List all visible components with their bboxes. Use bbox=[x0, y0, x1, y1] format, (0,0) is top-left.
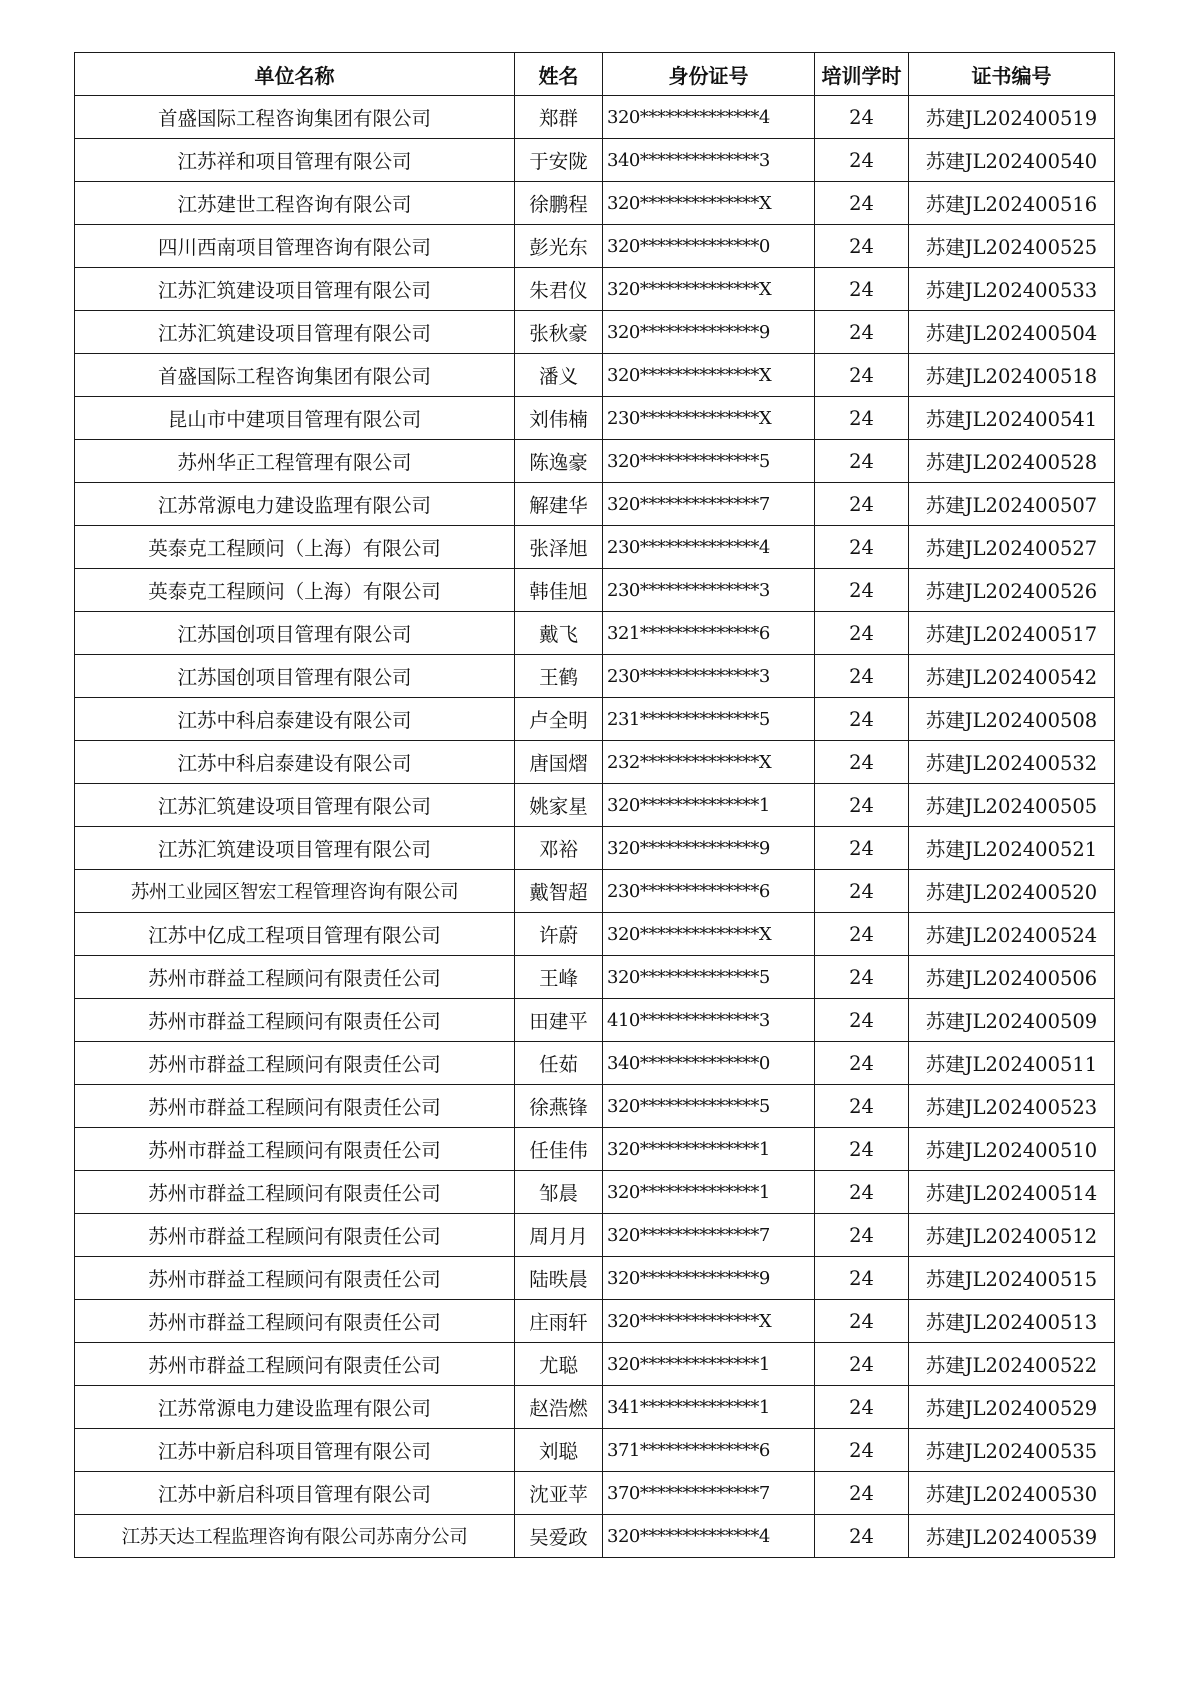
cell-id-number: 320**************7 bbox=[603, 1214, 815, 1257]
cell-id-number: 320**************1 bbox=[603, 1343, 815, 1386]
header-cert: 证书编号 bbox=[909, 53, 1115, 96]
table-row bbox=[75, 1429, 1115, 1472]
table-row bbox=[75, 569, 1115, 612]
cell-certificate-number: 苏建JL202400511 bbox=[909, 1042, 1115, 1085]
cell-name: 戴飞 bbox=[515, 612, 603, 655]
table-row bbox=[75, 999, 1115, 1042]
cell-certificate-number: 苏建JL202400522 bbox=[909, 1343, 1115, 1386]
table-body bbox=[75, 96, 1115, 1558]
cell-certificate-number: 苏建JL202400524 bbox=[909, 913, 1115, 956]
cell-unit: 江苏天达工程监理咨询有限公司苏南分公司 bbox=[75, 1515, 515, 1558]
table-row bbox=[75, 1085, 1115, 1128]
header-name: 姓名 bbox=[515, 53, 603, 96]
cell-id-number: 320**************5 bbox=[603, 1085, 815, 1128]
cell-certificate-number: 苏建JL202400532 bbox=[909, 741, 1115, 784]
cell-unit: 英泰克工程顾问（上海）有限公司 bbox=[75, 569, 515, 612]
cell-training-hours: 24 bbox=[815, 1257, 909, 1300]
cell-training-hours: 24 bbox=[815, 569, 909, 612]
cell-unit: 江苏常源电力建设监理有限公司 bbox=[75, 483, 515, 526]
cell-unit: 江苏汇筑建设项目管理有限公司 bbox=[75, 311, 515, 354]
cell-unit: 江苏祥和项目管理有限公司 bbox=[75, 139, 515, 182]
cell-unit: 首盛国际工程咨询集团有限公司 bbox=[75, 96, 515, 139]
cell-name: 张秋豪 bbox=[515, 311, 603, 354]
cell-training-hours: 24 bbox=[815, 612, 909, 655]
cell-certificate-number: 苏建JL202400518 bbox=[909, 354, 1115, 397]
table-row bbox=[75, 397, 1115, 440]
cell-training-hours: 24 bbox=[815, 655, 909, 698]
cell-unit: 苏州市群益工程顾问有限责任公司 bbox=[75, 1214, 515, 1257]
cell-certificate-number: 苏建JL202400505 bbox=[909, 784, 1115, 827]
cell-id-number: 320**************1 bbox=[603, 1171, 815, 1214]
table-row bbox=[75, 655, 1115, 698]
cell-unit: 苏州市群益工程顾问有限责任公司 bbox=[75, 1257, 515, 1300]
cell-name: 徐燕锋 bbox=[515, 1085, 603, 1128]
cell-unit: 苏州市群益工程顾问有限责任公司 bbox=[75, 999, 515, 1042]
cell-training-hours: 24 bbox=[815, 96, 909, 139]
cell-certificate-number: 苏建JL202400523 bbox=[909, 1085, 1115, 1128]
cell-id-number: 341**************1 bbox=[603, 1386, 815, 1429]
cell-id-number: 320**************X bbox=[603, 182, 815, 225]
cell-id-number: 230**************4 bbox=[603, 526, 815, 569]
cell-training-hours: 24 bbox=[815, 1214, 909, 1257]
cell-unit: 江苏中新启科项目管理有限公司 bbox=[75, 1472, 515, 1515]
cell-id-number: 320**************1 bbox=[603, 784, 815, 827]
table-header bbox=[75, 53, 1115, 96]
cell-training-hours: 24 bbox=[815, 1429, 909, 1472]
cell-unit: 首盛国际工程咨询集团有限公司 bbox=[75, 354, 515, 397]
cell-training-hours: 24 bbox=[815, 1343, 909, 1386]
cell-id-number: 230**************6 bbox=[603, 870, 815, 913]
cell-unit: 江苏中科启泰建设有限公司 bbox=[75, 741, 515, 784]
cell-certificate-number: 苏建JL202400506 bbox=[909, 956, 1115, 999]
cell-name: 周月月 bbox=[515, 1214, 603, 1257]
cell-certificate-number: 苏建JL202400542 bbox=[909, 655, 1115, 698]
table-row bbox=[75, 1128, 1115, 1171]
table-row bbox=[75, 956, 1115, 999]
table-row bbox=[75, 1386, 1115, 1429]
cell-id-number: 320**************4 bbox=[603, 1515, 815, 1558]
cell-certificate-number: 苏建JL202400517 bbox=[909, 612, 1115, 655]
cell-training-hours: 24 bbox=[815, 913, 909, 956]
cell-name: 姚家星 bbox=[515, 784, 603, 827]
cell-certificate-number: 苏建JL202400533 bbox=[909, 268, 1115, 311]
cell-training-hours: 24 bbox=[815, 1472, 909, 1515]
cell-id-number: 231**************5 bbox=[603, 698, 815, 741]
cell-id-number: 320**************9 bbox=[603, 827, 815, 870]
cell-unit: 昆山市中建项目管理有限公司 bbox=[75, 397, 515, 440]
header-row bbox=[75, 53, 1115, 96]
cell-id-number: 320**************X bbox=[603, 354, 815, 397]
cell-certificate-number: 苏建JL202400512 bbox=[909, 1214, 1115, 1257]
cell-certificate-number: 苏建JL202400513 bbox=[909, 1300, 1115, 1343]
table-row bbox=[75, 225, 1115, 268]
cell-id-number: 320**************7 bbox=[603, 483, 815, 526]
cell-certificate-number: 苏建JL202400528 bbox=[909, 440, 1115, 483]
cell-certificate-number: 苏建JL202400509 bbox=[909, 999, 1115, 1042]
cell-id-number: 320**************1 bbox=[603, 1128, 815, 1171]
cell-training-hours: 24 bbox=[815, 1515, 909, 1558]
cell-name: 朱君仪 bbox=[515, 268, 603, 311]
table-row bbox=[75, 784, 1115, 827]
cell-id-number: 230**************3 bbox=[603, 569, 815, 612]
cell-name: 陈逸豪 bbox=[515, 440, 603, 483]
cell-certificate-number: 苏建JL202400540 bbox=[909, 139, 1115, 182]
cell-unit: 江苏中科启泰建设有限公司 bbox=[75, 698, 515, 741]
cell-unit: 江苏中亿成工程项目管理有限公司 bbox=[75, 913, 515, 956]
cell-id-number: 340**************3 bbox=[603, 139, 815, 182]
cell-unit: 苏州市群益工程顾问有限责任公司 bbox=[75, 956, 515, 999]
cell-training-hours: 24 bbox=[815, 526, 909, 569]
cell-certificate-number: 苏建JL202400521 bbox=[909, 827, 1115, 870]
cell-training-hours: 24 bbox=[815, 827, 909, 870]
cell-id-number: 340**************0 bbox=[603, 1042, 815, 1085]
cell-training-hours: 24 bbox=[815, 1171, 909, 1214]
cell-id-number: 320**************X bbox=[603, 913, 815, 956]
cell-training-hours: 24 bbox=[815, 311, 909, 354]
cell-id-number: 370**************7 bbox=[603, 1472, 815, 1515]
cell-name: 徐鹏程 bbox=[515, 182, 603, 225]
cell-name: 唐国熠 bbox=[515, 741, 603, 784]
cell-unit: 苏州华正工程管理有限公司 bbox=[75, 440, 515, 483]
cell-training-hours: 24 bbox=[815, 698, 909, 741]
table-row bbox=[75, 1515, 1115, 1558]
cell-training-hours: 24 bbox=[815, 139, 909, 182]
cell-name: 庄雨轩 bbox=[515, 1300, 603, 1343]
table-row bbox=[75, 483, 1115, 526]
table-row bbox=[75, 698, 1115, 741]
cell-unit: 江苏汇筑建设项目管理有限公司 bbox=[75, 268, 515, 311]
header-hours: 培训学时 bbox=[815, 53, 909, 96]
cell-name: 吴爱政 bbox=[515, 1515, 603, 1558]
cell-certificate-number: 苏建JL202400516 bbox=[909, 182, 1115, 225]
cell-name: 王鹤 bbox=[515, 655, 603, 698]
cell-name: 田建平 bbox=[515, 999, 603, 1042]
cell-unit: 江苏汇筑建设项目管理有限公司 bbox=[75, 784, 515, 827]
cell-unit: 苏州市群益工程顾问有限责任公司 bbox=[75, 1171, 515, 1214]
cell-unit: 苏州工业园区智宏工程管理咨询有限公司 bbox=[75, 870, 515, 913]
cell-name: 尤聪 bbox=[515, 1343, 603, 1386]
cell-name: 许蔚 bbox=[515, 913, 603, 956]
cell-training-hours: 24 bbox=[815, 999, 909, 1042]
cell-name: 于安陇 bbox=[515, 139, 603, 182]
cell-certificate-number: 苏建JL202400508 bbox=[909, 698, 1115, 741]
cell-id-number: 320**************5 bbox=[603, 440, 815, 483]
cell-name: 邹晨 bbox=[515, 1171, 603, 1214]
cell-unit: 四川西南项目管理咨询有限公司 bbox=[75, 225, 515, 268]
cell-id-number: 321**************6 bbox=[603, 612, 815, 655]
cell-name: 张泽旭 bbox=[515, 526, 603, 569]
cell-name: 赵浩燃 bbox=[515, 1386, 603, 1429]
table-row bbox=[75, 182, 1115, 225]
cell-unit: 江苏常源电力建设监理有限公司 bbox=[75, 1386, 515, 1429]
cell-name: 王峰 bbox=[515, 956, 603, 999]
cell-training-hours: 24 bbox=[815, 870, 909, 913]
cell-training-hours: 24 bbox=[815, 1042, 909, 1085]
cell-training-hours: 24 bbox=[815, 1085, 909, 1128]
cell-name: 解建华 bbox=[515, 483, 603, 526]
cell-unit: 江苏汇筑建设项目管理有限公司 bbox=[75, 827, 515, 870]
cell-training-hours: 24 bbox=[815, 483, 909, 526]
cell-certificate-number: 苏建JL202400519 bbox=[909, 96, 1115, 139]
cell-unit: 江苏国创项目管理有限公司 bbox=[75, 612, 515, 655]
cell-unit: 苏州市群益工程顾问有限责任公司 bbox=[75, 1042, 515, 1085]
cell-unit: 苏州市群益工程顾问有限责任公司 bbox=[75, 1085, 515, 1128]
cell-certificate-number: 苏建JL202400514 bbox=[909, 1171, 1115, 1214]
cell-id-number: 320**************X bbox=[603, 1300, 815, 1343]
cell-name: 任茹 bbox=[515, 1042, 603, 1085]
cell-training-hours: 24 bbox=[815, 741, 909, 784]
table-row bbox=[75, 1472, 1115, 1515]
cell-name: 沈亚苹 bbox=[515, 1472, 603, 1515]
cell-id-number: 230**************X bbox=[603, 397, 815, 440]
cell-id-number: 320**************9 bbox=[603, 1257, 815, 1300]
table-row bbox=[75, 612, 1115, 655]
table-row bbox=[75, 1214, 1115, 1257]
cell-training-hours: 24 bbox=[815, 784, 909, 827]
cell-certificate-number: 苏建JL202400541 bbox=[909, 397, 1115, 440]
cell-training-hours: 24 bbox=[815, 268, 909, 311]
cell-training-hours: 24 bbox=[815, 956, 909, 999]
table-row bbox=[75, 440, 1115, 483]
cell-unit: 苏州市群益工程顾问有限责任公司 bbox=[75, 1300, 515, 1343]
cell-training-hours: 24 bbox=[815, 354, 909, 397]
cell-certificate-number: 苏建JL202400525 bbox=[909, 225, 1115, 268]
cell-certificate-number: 苏建JL202400539 bbox=[909, 1515, 1115, 1558]
cell-certificate-number: 苏建JL202400515 bbox=[909, 1257, 1115, 1300]
table-row bbox=[75, 526, 1115, 569]
cell-id-number: 320**************4 bbox=[603, 96, 815, 139]
cell-certificate-number: 苏建JL202400529 bbox=[909, 1386, 1115, 1429]
cell-id-number: 320**************5 bbox=[603, 956, 815, 999]
cell-certificate-number: 苏建JL202400526 bbox=[909, 569, 1115, 612]
cell-certificate-number: 苏建JL202400510 bbox=[909, 1128, 1115, 1171]
cell-certificate-number: 苏建JL202400530 bbox=[909, 1472, 1115, 1515]
table-row bbox=[75, 1042, 1115, 1085]
cell-training-hours: 24 bbox=[815, 1386, 909, 1429]
table-row bbox=[75, 139, 1115, 182]
cell-certificate-number: 苏建JL202400507 bbox=[909, 483, 1115, 526]
cell-training-hours: 24 bbox=[815, 225, 909, 268]
cell-training-hours: 24 bbox=[815, 1300, 909, 1343]
training-roster-table bbox=[74, 52, 1115, 1558]
cell-name: 潘义 bbox=[515, 354, 603, 397]
cell-unit: 英泰克工程顾问（上海）有限公司 bbox=[75, 526, 515, 569]
cell-certificate-number: 苏建JL202400520 bbox=[909, 870, 1115, 913]
cell-id-number: 410**************3 bbox=[603, 999, 815, 1042]
cell-name: 陆昳晨 bbox=[515, 1257, 603, 1300]
cell-training-hours: 24 bbox=[815, 397, 909, 440]
cell-certificate-number: 苏建JL202400504 bbox=[909, 311, 1115, 354]
table-row bbox=[75, 1257, 1115, 1300]
table-row bbox=[75, 870, 1115, 913]
header-id: 身份证号 bbox=[603, 53, 815, 96]
cell-id-number: 230**************3 bbox=[603, 655, 815, 698]
cell-unit: 苏州市群益工程顾问有限责任公司 bbox=[75, 1343, 515, 1386]
cell-name: 邓裕 bbox=[515, 827, 603, 870]
cell-certificate-number: 苏建JL202400527 bbox=[909, 526, 1115, 569]
table-row bbox=[75, 827, 1115, 870]
cell-training-hours: 24 bbox=[815, 1128, 909, 1171]
cell-name: 韩佳旭 bbox=[515, 569, 603, 612]
cell-name: 刘伟楠 bbox=[515, 397, 603, 440]
table-row bbox=[75, 913, 1115, 956]
cell-unit: 江苏中新启科项目管理有限公司 bbox=[75, 1429, 515, 1472]
cell-name: 郑群 bbox=[515, 96, 603, 139]
table-row bbox=[75, 741, 1115, 784]
cell-training-hours: 24 bbox=[815, 440, 909, 483]
cell-id-number: 320**************9 bbox=[603, 311, 815, 354]
cell-unit: 江苏国创项目管理有限公司 bbox=[75, 655, 515, 698]
cell-certificate-number: 苏建JL202400535 bbox=[909, 1429, 1115, 1472]
cell-name: 彭光东 bbox=[515, 225, 603, 268]
table-row bbox=[75, 354, 1115, 397]
header-unit: 单位名称 bbox=[75, 53, 515, 96]
cell-training-hours: 24 bbox=[815, 182, 909, 225]
table-row bbox=[75, 1343, 1115, 1386]
table-row bbox=[75, 1171, 1115, 1214]
table-row bbox=[75, 96, 1115, 139]
table-row bbox=[75, 1300, 1115, 1343]
cell-id-number: 371**************6 bbox=[603, 1429, 815, 1472]
cell-name: 任佳伟 bbox=[515, 1128, 603, 1171]
cell-name: 卢全明 bbox=[515, 698, 603, 741]
table-row bbox=[75, 311, 1115, 354]
cell-unit: 苏州市群益工程顾问有限责任公司 bbox=[75, 1128, 515, 1171]
cell-unit: 江苏建世工程咨询有限公司 bbox=[75, 182, 515, 225]
table-row bbox=[75, 268, 1115, 311]
cell-id-number: 320**************0 bbox=[603, 225, 815, 268]
cell-name: 刘聪 bbox=[515, 1429, 603, 1472]
cell-id-number: 232**************X bbox=[603, 741, 815, 784]
cell-id-number: 320**************X bbox=[603, 268, 815, 311]
cell-name: 戴智超 bbox=[515, 870, 603, 913]
